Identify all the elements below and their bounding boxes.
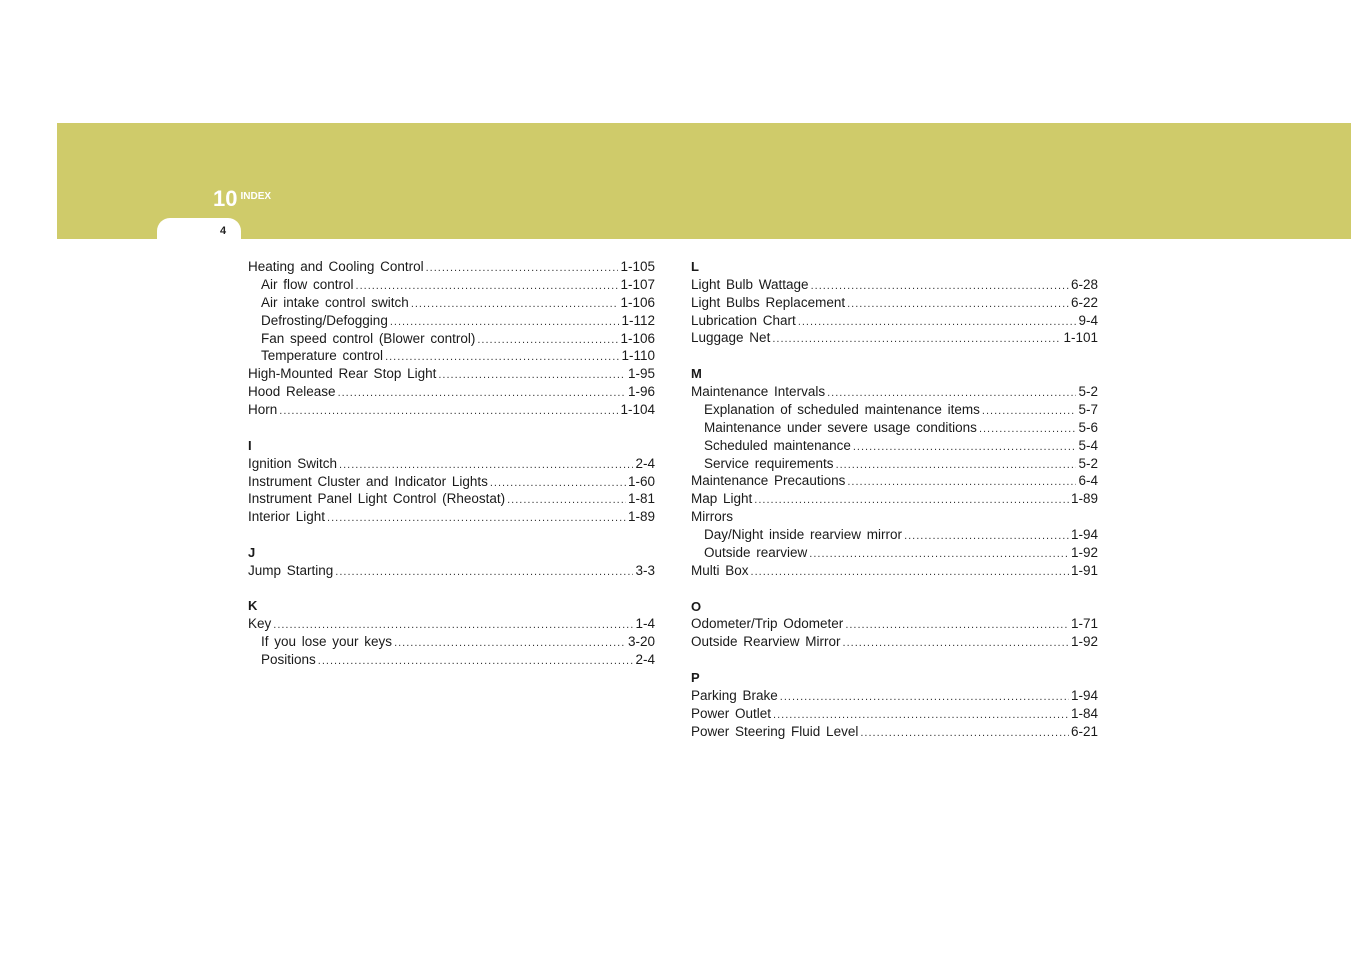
entry-page-ref: 1-94: [1070, 687, 1098, 703]
entry-page-ref: 2-4: [635, 455, 655, 471]
entry-page-ref: 5-6: [1078, 419, 1098, 435]
index-entry[interactable]: [248, 383, 655, 401]
entry-label: Lubrication Chart: [691, 312, 796, 328]
entry-page-ref: 1-92: [1070, 634, 1098, 650]
index-entry[interactable]: [691, 544, 1098, 562]
index-entry[interactable]: [248, 633, 655, 651]
entry-page-ref: 3-3: [635, 562, 655, 578]
entry-page-ref: 5-2: [1078, 455, 1098, 471]
index-section: [691, 365, 1098, 580]
index-entry[interactable]: [691, 615, 1098, 633]
entry-label: Day/Night inside rearview mirror: [704, 527, 903, 543]
index-section: [248, 437, 655, 526]
entry-label: Horn: [248, 402, 278, 418]
dot-leader: [979, 421, 1077, 439]
dot-leader: [847, 296, 1069, 314]
index-entry[interactable]: [248, 615, 655, 633]
index-entry[interactable]: [691, 508, 1098, 526]
entry-label: Scheduled maintenance: [704, 437, 851, 453]
dot-leader: [426, 260, 619, 278]
section-letter: J: [248, 544, 256, 560]
entry-page-ref: 1-107: [620, 276, 655, 292]
entry-page-ref: 5-2: [1078, 383, 1098, 399]
entry-page-ref: 9-4: [1078, 312, 1098, 328]
index-entry[interactable]: [691, 419, 1098, 437]
chapter-number: 10: [213, 186, 238, 211]
entry-label: Maintenance Intervals: [691, 383, 826, 399]
index-entry[interactable]: [691, 633, 1098, 651]
entry-label: Outside Rearview Mirror: [691, 634, 841, 650]
entry-label: Ignition Switch: [248, 455, 338, 471]
index-entry[interactable]: [691, 705, 1098, 723]
entry-page-ref: 1-105: [620, 259, 655, 274]
entry-page-ref: 5-7: [1078, 401, 1098, 417]
index-entry[interactable]: [691, 401, 1098, 419]
entry-label: Outside rearview: [704, 544, 808, 560]
index-entry[interactable]: [248, 294, 655, 312]
dot-leader: [843, 635, 1069, 653]
section-letter: O: [691, 598, 702, 614]
entry-label: Jump Starting: [248, 562, 334, 578]
dot-leader: [338, 385, 626, 403]
entry-label: Maintenance under severe usage conditions: [704, 419, 977, 435]
dot-leader: [798, 314, 1077, 332]
entry-page-ref: 1-106: [620, 294, 655, 310]
entry-page-ref: 1-84: [1070, 705, 1098, 721]
entry-page-ref: 1-71: [1070, 616, 1098, 632]
index-entry[interactable]: [691, 723, 1098, 741]
entry-page-ref: 1-89: [627, 509, 655, 525]
entry-label: Interior Light: [248, 509, 326, 525]
entry-page-ref: 1-60: [627, 473, 655, 489]
index-entry[interactable]: [248, 312, 655, 330]
entry-page-ref: 1-112: [621, 312, 655, 328]
page-number: 4: [219, 225, 227, 237]
index-entry[interactable]: [691, 437, 1098, 455]
entry-page-ref: 1-81: [627, 491, 655, 507]
index-entry[interactable]: [248, 276, 655, 294]
entry-label: Air intake control switch: [261, 294, 409, 310]
entry-label: Key: [248, 616, 272, 632]
entry-page-ref: 1-95: [627, 366, 655, 382]
entry-page-ref: 1-92: [1070, 544, 1098, 560]
index-section: [691, 598, 1098, 652]
entry-label: Fan speed control (Blower control): [261, 330, 476, 346]
entry-label: Maintenance Precautions: [691, 473, 846, 489]
index-entry[interactable]: [691, 526, 1098, 544]
dot-leader: [411, 296, 619, 314]
dot-leader: [394, 635, 626, 653]
dot-leader: [811, 278, 1069, 296]
index-column-left: [248, 258, 655, 687]
index-entry[interactable]: [691, 383, 1098, 401]
entry-page-ref: 3-20: [627, 634, 655, 650]
entry-page-ref: 6-22: [1070, 294, 1098, 310]
index-entry[interactable]: [691, 455, 1098, 473]
section-letter: I: [248, 437, 252, 453]
chapter-label: INDEX: [240, 191, 272, 202]
entry-label: Instrument Cluster and Indicator Lights: [248, 473, 488, 489]
index-entry[interactable]: [248, 562, 655, 580]
dot-leader: [477, 332, 618, 350]
dot-leader: [853, 439, 1077, 457]
dot-leader: [780, 689, 1069, 707]
entry-label: Air flow control: [261, 276, 354, 292]
entry-label: If you lose your keys: [261, 634, 393, 650]
entry-label: Light Bulbs Replacement: [691, 294, 846, 310]
entry-page-ref: 1-96: [627, 384, 655, 400]
entry-page-ref: 6-21: [1070, 723, 1098, 739]
entry-page-ref: 1-91: [1070, 562, 1098, 578]
dot-leader: [507, 492, 626, 510]
entry-label: Parking Brake: [691, 687, 778, 703]
entry-label: Explanation of scheduled maintenance items: [704, 401, 980, 417]
entry-page-ref: 1-101: [1063, 330, 1098, 346]
dot-leader: [438, 367, 626, 385]
header-band: [57, 123, 1351, 239]
index-entry[interactable]: [248, 330, 655, 348]
dot-leader: [318, 653, 634, 671]
entry-label: Positions: [261, 652, 316, 668]
entry-label: Light Bulb Wattage: [691, 276, 809, 292]
dot-leader: [751, 564, 1069, 582]
entry-page-ref: 1-106: [620, 330, 655, 346]
section-letter: K: [248, 598, 258, 614]
dot-leader: [809, 546, 1069, 564]
index-entry[interactable]: [691, 329, 1098, 347]
section-letter: P: [691, 669, 700, 685]
index-column-right: [691, 258, 1098, 758]
index-entry[interactable]: [691, 687, 1098, 705]
dot-leader: [904, 528, 1069, 546]
index-section: [248, 597, 655, 668]
dot-leader: [860, 725, 1069, 743]
entry-page-ref: 5-4: [1078, 437, 1098, 453]
index-entry[interactable]: [248, 473, 655, 491]
dot-leader: [772, 331, 1061, 349]
entry-page-ref: 2-4: [635, 652, 655, 668]
dot-leader: [327, 510, 626, 528]
index-entry[interactable]: [248, 651, 655, 669]
index-section: [248, 544, 655, 580]
entry-page-ref: 1-89: [1070, 491, 1098, 507]
entry-label: Heating and Cooling Control: [248, 259, 424, 274]
entry-label: Multi Box: [691, 562, 749, 578]
index-entry[interactable]: [248, 258, 655, 276]
entry-label: Hood Release: [248, 384, 336, 400]
entry-label: Instrument Panel Light Control (Rheostat): [248, 491, 506, 507]
dot-leader: [847, 474, 1076, 492]
index-entry[interactable]: [691, 312, 1098, 330]
entry-page-ref: 1-110: [621, 348, 655, 364]
entry-label: Defrosting/Defogging: [261, 312, 388, 328]
entry-label: High-Mounted Rear Stop Light: [248, 366, 437, 382]
entry-label: Power Outlet: [691, 705, 772, 721]
dot-leader: [845, 617, 1069, 635]
entry-page-ref: 1-94: [1070, 527, 1098, 543]
dot-leader: [335, 564, 633, 582]
index-section: [691, 258, 1098, 347]
entry-label: Temperature control: [261, 348, 384, 364]
entry-page-ref: 1-104: [620, 402, 655, 418]
entry-page-ref: 6-4: [1078, 473, 1098, 489]
index-entry[interactable]: [248, 490, 655, 508]
index-entry[interactable]: [691, 472, 1098, 490]
entry-label: Mirrors: [691, 509, 733, 525]
index-entry[interactable]: [691, 562, 1098, 580]
index-entry[interactable]: [248, 455, 655, 473]
dot-leader: [836, 457, 1077, 475]
chapter-heading: [213, 186, 271, 212]
entry-label: Odometer/Trip Odometer: [691, 616, 844, 632]
index-entry[interactable]: [691, 294, 1098, 312]
index-entry[interactable]: [248, 365, 655, 383]
entry-label: Service requirements: [704, 455, 834, 471]
index-section: [691, 669, 1098, 740]
dot-leader: [754, 492, 1069, 510]
dot-leader: [279, 403, 618, 421]
index-section: [248, 258, 655, 419]
entry-page-ref: 1-4: [635, 616, 655, 632]
index-entry[interactable]: [248, 401, 655, 419]
index-entry[interactable]: [691, 490, 1098, 508]
entry-page-ref: 6-28: [1070, 276, 1098, 292]
entry-label: Luggage Net: [691, 330, 771, 346]
index-entry[interactable]: [248, 347, 655, 365]
section-letter: M: [691, 366, 702, 382]
dot-leader: [982, 403, 1077, 421]
index-entry[interactable]: [248, 508, 655, 526]
entry-label: Map Light: [691, 491, 753, 507]
index-entry[interactable]: [691, 276, 1098, 294]
dot-leader: [490, 475, 626, 493]
section-letter: L: [691, 259, 699, 274]
entry-label: Power Steering Fluid Level: [691, 723, 859, 739]
